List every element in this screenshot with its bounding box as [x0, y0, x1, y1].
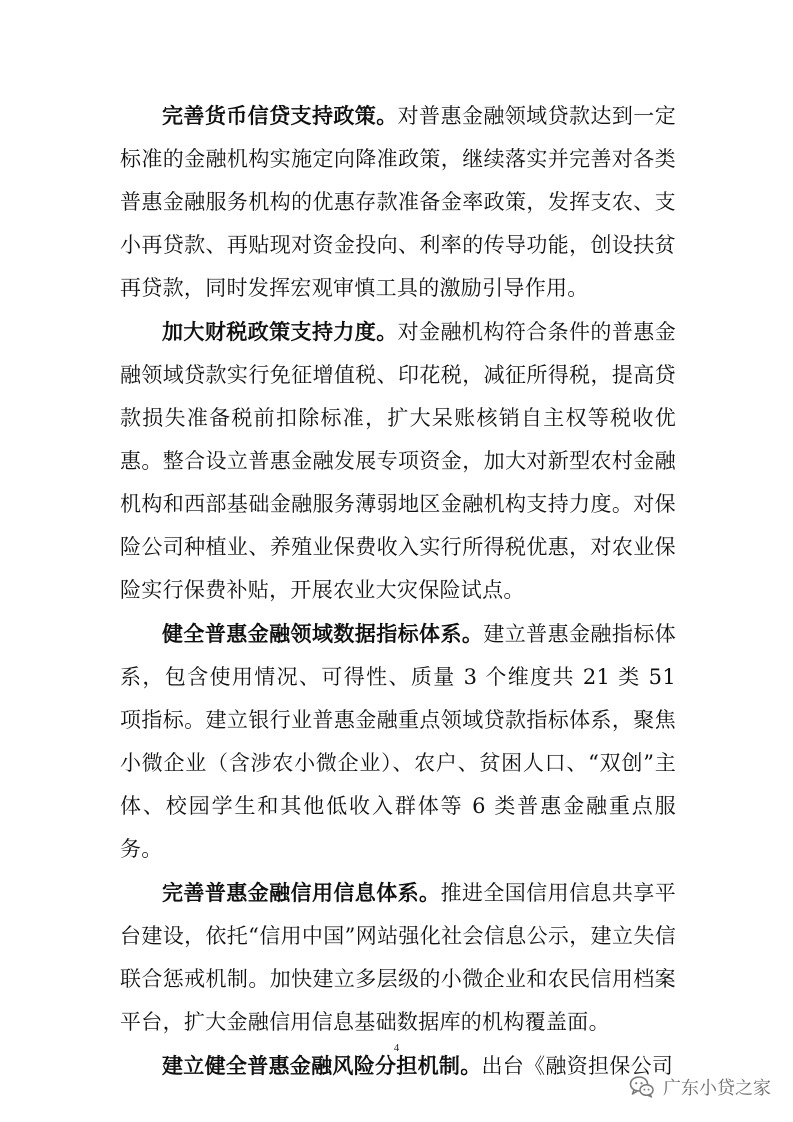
- wechat-icon: [629, 1075, 655, 1099]
- paragraph-lead: 健全普惠金融领域数据指标体系。: [162, 621, 484, 646]
- paragraph-text: 对普惠金融领域贷款达到一定标准的金融机构实施定向降准政策，继续落实并完善对各类普惠金融服务机构的优惠存款准备金率政策，发挥支农、支小再贷款、再贴现对资金投向、利率的传导功能，创设扶贫再贷款，同时发挥宏观审慎工具的激励引导作用。: [120, 104, 676, 300]
- paragraph-lead: 建立健全普惠金融风险分担机制。: [162, 1053, 482, 1078]
- paragraph-text: 对金融机构符合条件的普惠金融领域贷款实行免征增值税、印花税，减征所得税，提高贷款损失准备税前扣除标准，扩大呆账核销自主权等税收优惠。整合设立普惠金融发展专项资金，加大对新型农村金融机构和西部基础金融服务薄弱地区金融机构支持力度。对保险公司种植业、养殖业保费收入实行所得税优惠，对农业保险实行保费补贴，开展农业大灾保险试点。: [120, 320, 676, 602]
- paragraph-lead: 完善货币信贷支持政策。: [162, 103, 398, 128]
- page-number: 4: [393, 1042, 400, 1054]
- document-body: [120, 94, 676, 1088]
- watermark: [629, 1074, 771, 1100]
- paragraph-credit-information-system: [120, 871, 676, 1044]
- paragraph-data-indicator-system: [120, 612, 676, 871]
- watermark-text: 广东小贷之家: [663, 1078, 771, 1099]
- paragraph-lead: 完善普惠金融信用信息体系。: [162, 880, 441, 905]
- paragraph-text: 建立普惠金融指标体系，包含使用情况、可得性、质量 3 个维度共 21 类 51 项指标。建立银行业普惠金融重点领域贷款指标体系，聚焦小微企业（含涉农小微企业）、农户、贫困人口、“双创”主体、校园学生和其他低收入群体等 6 类普惠金融重点服务。: [120, 622, 677, 861]
- paragraph-text: 出台《融资担保公司: [481, 1054, 674, 1078]
- paragraph-lead: 加大财税政策支持力度。: [162, 319, 398, 344]
- paragraph-monetary-credit-policy: [120, 94, 676, 310]
- paragraph-fiscal-tax-policy: [120, 310, 676, 612]
- paragraph-text: 推进全国信用信息共享平台建设，依托“信用中国”网站强化社会信息公示，建立失信联合惩戒机制。加快建立多层级的小微企业和农民信用档案平台，扩大金融信用信息基础数据库的机构覆盖面。: [120, 881, 676, 1034]
